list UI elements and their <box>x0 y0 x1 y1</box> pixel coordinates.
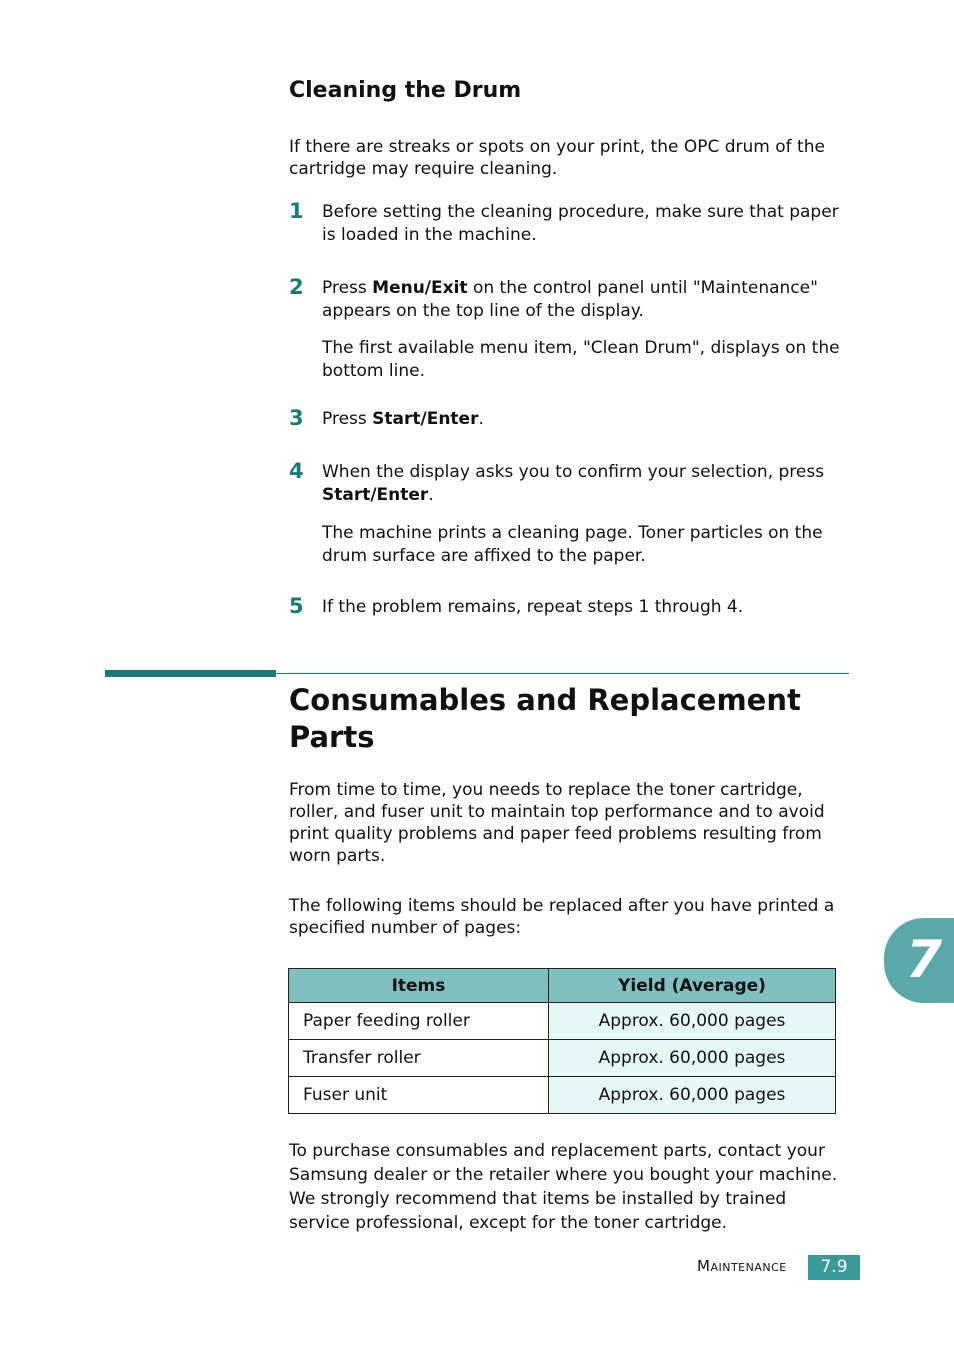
table-row <box>289 1077 836 1114</box>
column-header-items: Items <box>289 969 549 1003</box>
footer-section-label <box>697 1257 787 1275</box>
chapter-tab: 7 <box>884 918 954 1003</box>
step-text: When the display asks you to confirm your selection, press Start/Enter. <box>322 462 825 505</box>
section-rule-thick <box>105 670 276 677</box>
column-header-yield: Yield (Average) <box>549 969 836 1003</box>
consumables-table <box>288 968 836 1114</box>
step-number: 4 <box>289 459 304 483</box>
yield-cell: Approx. 60,000 pages <box>549 1003 836 1040</box>
key-start-enter: Start/Enter <box>372 409 479 429</box>
consumables-paragraph-2: The following items should be replaced after you have printed a specified number of pages: <box>289 896 835 938</box>
item-cell: Transfer roller <box>289 1040 549 1077</box>
page-number-badge: 7.9 <box>808 1255 860 1280</box>
yield-cell: Approx. 60,000 pages <box>549 1040 836 1077</box>
consumables-paragraph-3: To purchase consumables and replacement parts, contact your Samsung dealer or the retailer where you bought your machine. We strongly recommend that items be installed by trained service professional, except for the toner cartridge. <box>289 1141 838 1233</box>
step-text: Before setting the cleaning procedure, make sure that paper is loaded in the machine. <box>322 202 839 245</box>
table-header-row <box>289 969 836 1003</box>
item-cell: Paper feeding roller <box>289 1003 549 1040</box>
section-rule-thin <box>276 673 849 674</box>
item-cell: Fuser unit <box>289 1077 549 1114</box>
cleaning-intro: If there are streaks or spots on your print, the OPC drum of the cartridge may require cleaning. <box>289 137 825 179</box>
step-number: 5 <box>289 594 304 618</box>
key-menu-exit: Menu/Exit <box>372 278 468 298</box>
key-start-enter: Start/Enter <box>322 485 429 505</box>
footer-label-text: Maintenance <box>697 1257 787 1275</box>
step-number: 3 <box>289 406 304 430</box>
step-number: 1 <box>289 199 304 223</box>
yield-cell: Approx. 60,000 pages <box>549 1077 836 1114</box>
section-heading-cleaning-drum: Cleaning the Drum <box>289 78 522 103</box>
step-number: 2 <box>289 275 304 299</box>
step-text: Press Menu/Exit on the control panel until "Maintenance" appears on the top line of the display. <box>322 278 818 321</box>
section-heading-consumables: Consumables and Replacement Parts <box>289 683 801 754</box>
step-text: Press Start/Enter. <box>322 409 484 429</box>
consumables-paragraph-1: From time to time, you needs to replace the toner cartridge, roller, and fuser unit to maintain top performance and to avoid print quality problems and paper feed problems resulting from worn parts. <box>289 780 825 866</box>
step-note: The machine prints a cleaning page. Toner particles on the drum surface are affixed to the paper. <box>322 523 823 566</box>
step-text: If the problem remains, repeat steps 1 through 4. <box>322 597 744 617</box>
table-row <box>289 1003 836 1040</box>
step-note: The first available menu item, "Clean Drum", displays on the bottom line. <box>322 338 840 381</box>
table-row <box>289 1040 836 1077</box>
